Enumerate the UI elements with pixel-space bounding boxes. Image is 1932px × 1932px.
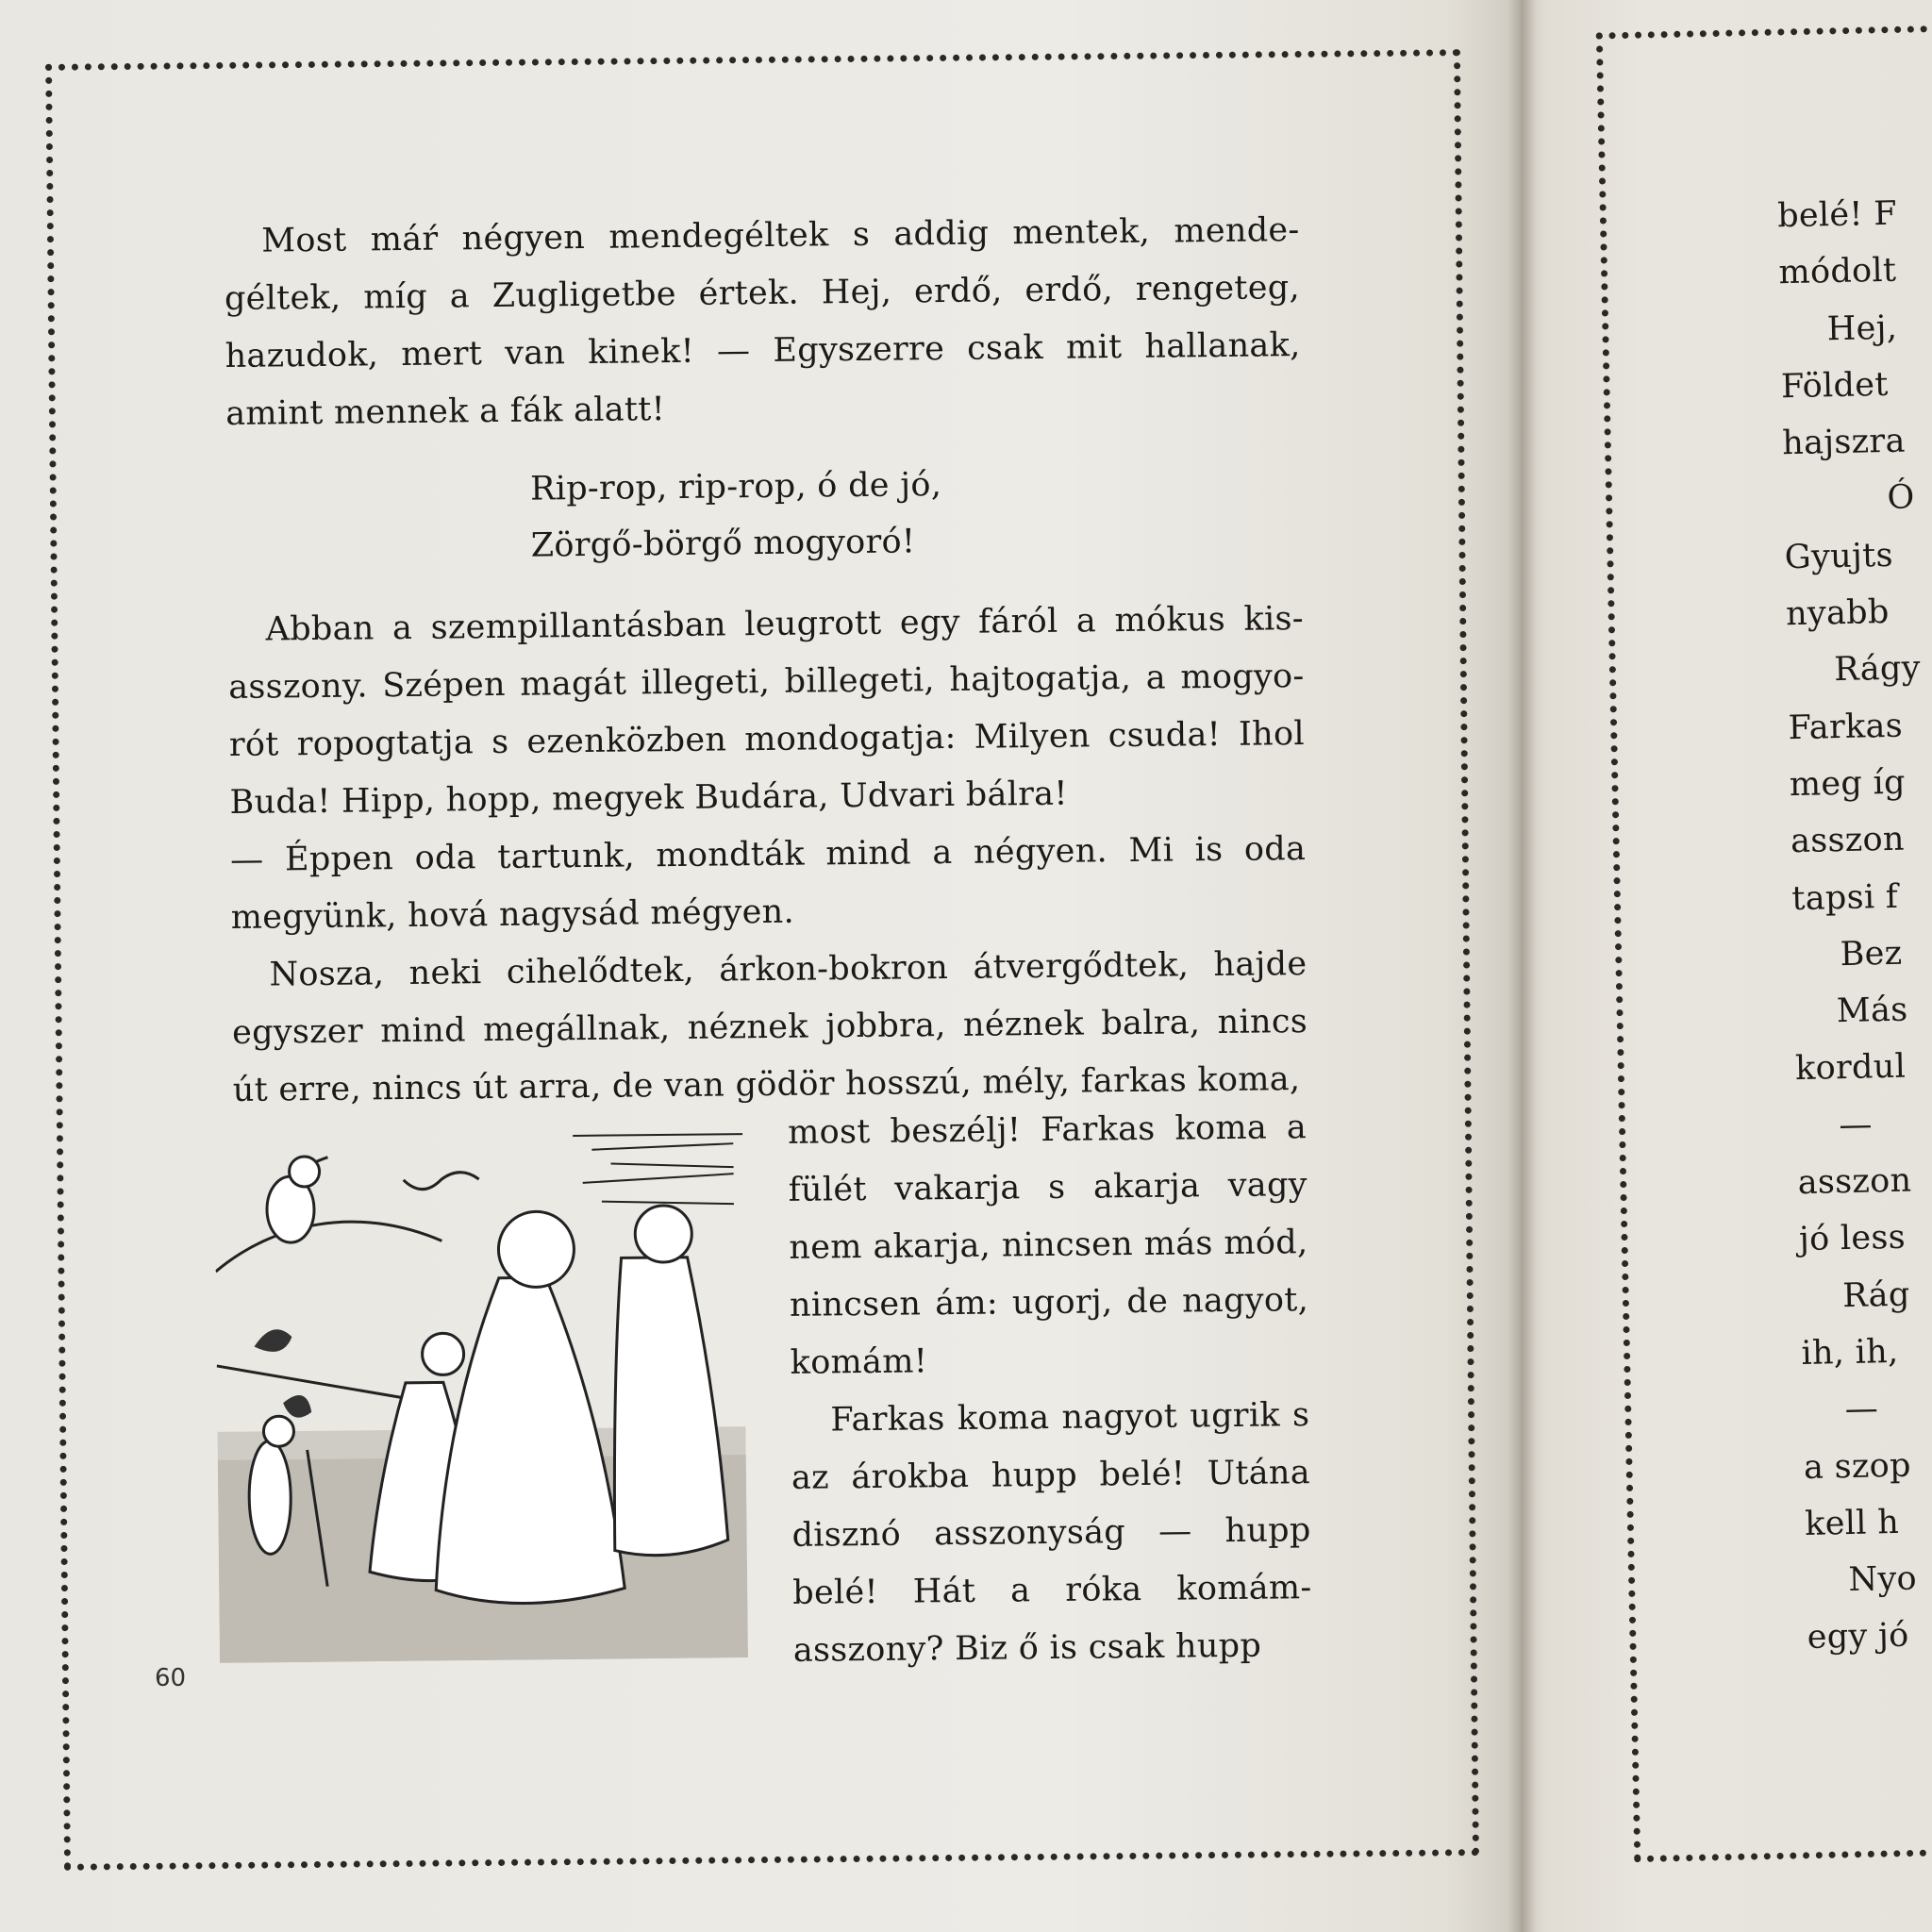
right-line: Bez xyxy=(1840,934,1903,974)
right-line: Rág xyxy=(1841,1275,1910,1315)
right-line: — xyxy=(1839,1106,1874,1144)
main-text-block xyxy=(224,202,1308,1120)
right-line: a szop xyxy=(1803,1446,1912,1487)
right-line: Ó xyxy=(1887,478,1915,518)
right-line: asszon xyxy=(1790,820,1906,861)
verse-line-1: Rip-rop, rip-rop, ó de jó, xyxy=(529,466,942,508)
right-line: egy jó xyxy=(1807,1617,1909,1657)
right-line: meg íg xyxy=(1789,763,1907,805)
paragraph-3: — Éppen oda tartunk, mondták mind a négyen. Mi is oda megyünk, hová nagysád mégyen. xyxy=(229,830,1307,937)
right-line: nyabb xyxy=(1785,593,1890,634)
right-line: Nyo xyxy=(1848,1559,1918,1600)
paragraph-2: Abban a szempillantásban leugrott egy fáról a mókus kisasszony. Szépen magát illegeti, billegeti, hajtogatja, a mogyorót ropogtatja s ezenközben mondogatja: Milyen csuda! Ihol Buda! Hipp, hopp, megyek Budára, Udvari bálra! xyxy=(228,600,1306,822)
right-line: Rágy xyxy=(1833,649,1922,690)
right-line: asszon xyxy=(1797,1161,1912,1203)
paragraph-4: Nosza, neki cihelődtek, árkon-bokron átvergődtek, hajde egyszer mind megállnak, néznek jobbra, néznek balra, nincs út erre, nincs út arra, de van gödör hosszú, mély, farkas koma, xyxy=(231,945,1308,1109)
verse-line-2: Zörgő-börgő mogyoró! xyxy=(530,523,916,565)
right-line: ih, ih, xyxy=(1801,1332,1899,1373)
right-line: hajszra xyxy=(1781,422,1907,463)
wrapped-text-block xyxy=(788,1099,1312,1680)
right-line: Gyujts xyxy=(1784,536,1894,577)
right-line: kordul xyxy=(1794,1048,1907,1089)
right-line: Más xyxy=(1836,991,1908,1031)
right-line: tapsi f xyxy=(1790,877,1899,918)
verse xyxy=(530,453,1303,575)
right-line: Földet xyxy=(1780,365,1890,407)
page-number: 60 xyxy=(155,1664,187,1692)
paragraph-1: Most máŕ négyen mendegéltek s addig mentek, mendegéltek, míg a Zugligetbe értek. Hej, erdő, erdő, rengeteg, hazudok, mert van kinek! — Egyszerre csak mit hallanak, amint mennek a fák alatt! xyxy=(224,211,1301,433)
book-gutter xyxy=(1507,0,1536,1932)
right-line: — xyxy=(1844,1390,1879,1429)
right-line: kell h xyxy=(1804,1503,1900,1543)
paragraph-4-cont: most beszélj! Farkas koma a fülét vakarja s akarja vagy nem akarja, nincsen más mód, nincsen ám: ugorj, de nagyot, komám! xyxy=(787,1108,1309,1382)
paragraph-5: Farkas koma nagyot ugrik s az árokba hupp belé! Utána disznó asszonyság — hupp belé! Hát a róka komámasszony? Biz ő is csak hupp xyxy=(791,1396,1312,1670)
right-line: belé! F xyxy=(1776,194,1898,236)
right-line: jó less xyxy=(1798,1219,1907,1259)
right-line: Farkas xyxy=(1788,707,1904,747)
right-line: módolt xyxy=(1778,251,1897,292)
animals-illustration xyxy=(214,1115,748,1663)
right-line: Hej, xyxy=(1826,308,1898,348)
